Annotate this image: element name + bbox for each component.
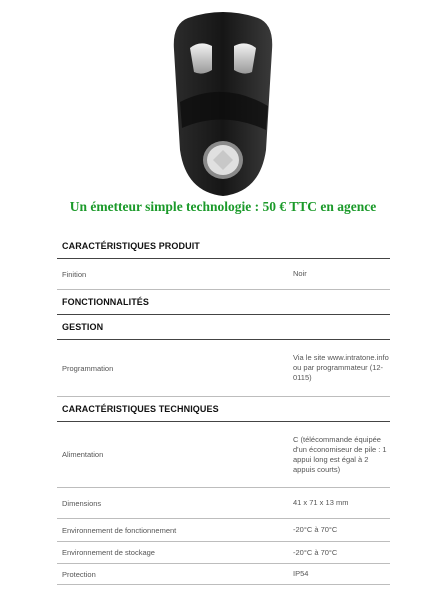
section-fonctionnalites: FONCTIONNALITÉS xyxy=(57,290,390,315)
row-environnement-fonctionnement xyxy=(57,519,390,542)
spec-table xyxy=(57,234,390,585)
section-caracteristiques-produit: CARACTÉRISTIQUES PRODUIT xyxy=(57,234,390,259)
row-environnement-stockage xyxy=(57,542,390,564)
row-label: Environnement de stockage xyxy=(62,548,155,557)
row-label: Programmation xyxy=(62,363,114,373)
row-value: 41 x 71 x 13 mm xyxy=(293,498,349,507)
row-label: Environnement de fonctionnement xyxy=(62,525,177,535)
row-value: -20°C à 70°C xyxy=(293,525,338,534)
row-value: IP54 xyxy=(293,569,309,578)
row-dimensions xyxy=(57,488,390,519)
section-gestion: GESTION xyxy=(57,315,390,340)
row-value: -20°C à 70°C xyxy=(293,547,338,557)
row-value: Via le site www.intratone.info ou par programmateur (12-0115) xyxy=(293,353,389,382)
row-value: C (télécommande équipée d'un économiseur de pile : 1 appui long est égal à 2 appuis courts) xyxy=(293,434,387,474)
row-alimentation xyxy=(57,422,390,488)
row-label: Finition xyxy=(62,269,87,279)
remote-control-image xyxy=(168,10,278,198)
offer-text: Un émetteur simple technologie : 50 € TTC en agence xyxy=(69,199,377,214)
row-label: Alimentation xyxy=(62,450,104,459)
row-protection xyxy=(57,564,390,585)
row-label: Dimensions xyxy=(62,498,102,508)
section-caracteristiques-techniques: CARACTÉRISTIQUES TECHNIQUES xyxy=(57,397,390,422)
row-finition xyxy=(57,259,390,290)
row-value: Noir xyxy=(293,269,307,278)
row-programmation xyxy=(57,340,390,397)
row-label: Protection xyxy=(62,569,96,579)
